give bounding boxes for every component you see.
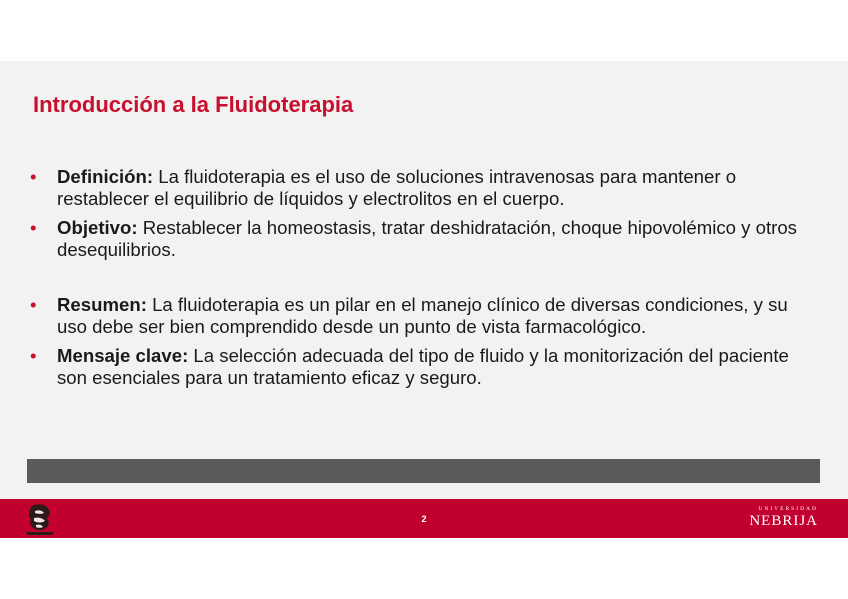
bullet-dot: • [30,345,37,366]
page-number: 2 [421,514,427,524]
bullet-term: Objetivo: [57,217,138,238]
bullet-resumen [30,294,820,338]
university-logo [749,505,818,529]
bullet-text: Restablecer la homeostasis, tratar deshidratación, choque hipovolémico y otros desequilibrios. [57,217,797,260]
bullet-dot: • [30,166,37,187]
bullet-text: La fluidoterapia es un pilar en el manejo clínico de diversas condiciones, y su uso debe ser bien comprendido desde un punto de vista farmacológico. [57,294,788,337]
bullet-dot: • [30,217,37,238]
bullet-list [30,166,820,396]
divider-bar [27,459,820,483]
bullet-term: Resumen: [57,294,147,315]
slide-title: Introducción a la Fluidoterapia [33,92,354,117]
bullet-text: La fluidoterapia es el uso de soluciones intravenosas para mantener o restablecer el equilibrio de líquidos y electrolitos en el cuerpo. [57,166,737,209]
bullet-dot: • [30,294,37,315]
bullet-definicion [30,166,820,210]
bullet-objetivo [30,217,820,261]
bullet-mensaje-clave [30,345,820,389]
bullet-text: La selección adecuada del tipo de fluido y la monitorización del paciente son esenciales para un tratamiento eficaz y seguro. [57,345,789,388]
bullet-term: Mensaje clave: [57,345,189,366]
footer-bar [0,499,848,538]
bullet-term: Definición: [57,166,154,187]
logo-text-big: NEBRIJA [749,513,818,529]
logo-text-small: UNIVERSIDAD [758,506,818,512]
slide [0,61,848,538]
